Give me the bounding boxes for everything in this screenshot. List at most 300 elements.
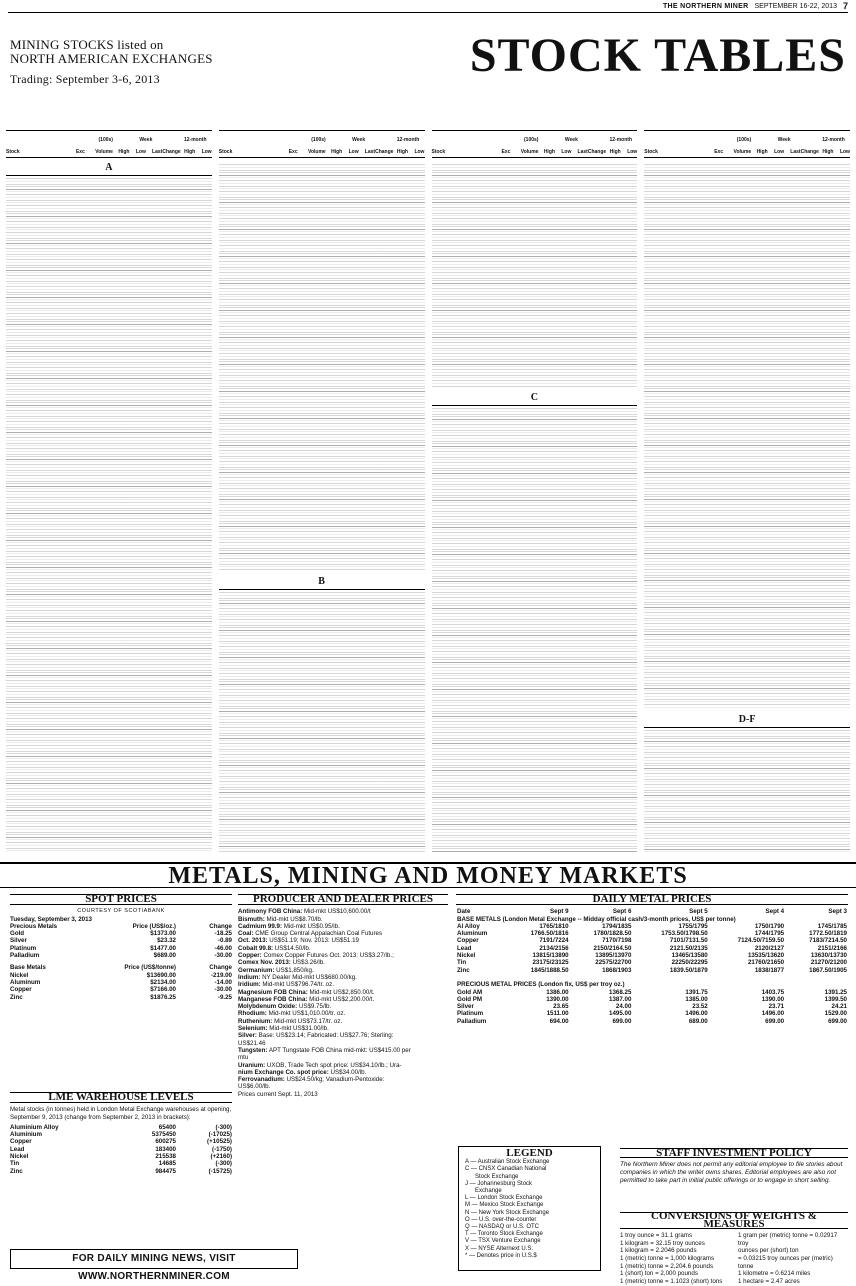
table-cell: Aluminum	[457, 930, 488, 938]
table-cell: 7183/7214.50	[809, 937, 847, 945]
list-item	[238, 1003, 448, 1010]
commodity-price: NY Dealer Mid-mkt US$680.00/kg.	[260, 973, 357, 981]
list-item	[238, 996, 448, 1003]
table-cell: 22575/22700	[595, 959, 632, 967]
table-cell: Gold PM	[457, 995, 483, 1003]
metal-change: -9.25	[217, 993, 232, 1001]
legend-item: L — London Stock Exchange	[465, 1195, 543, 1202]
table-cell: 1753.50/1798.50	[661, 930, 708, 938]
stock-listing-c	[432, 406, 638, 852]
daily-prices-title: DAILY METAL PRICES	[456, 894, 848, 905]
table-cell: 2120/2127	[754, 944, 785, 952]
commodity-name: Bismuth:	[238, 915, 265, 923]
spot-precious-header: Precious Metals Price (US$/oz.) Change	[10, 922, 232, 930]
commodity-price: CME Group Central Appalachian Coal Futures	[253, 930, 383, 938]
table-cell: 13535/13620	[747, 952, 785, 960]
lme-title: LME WAREHOUSE LEVELS	[10, 1092, 232, 1103]
table-cell: 1755/1795	[678, 922, 708, 930]
metal-stock: 14685	[158, 1160, 176, 1168]
commodity-price: Mid-mkt US$10,600.00/t	[302, 908, 371, 916]
commodity-name: Manganese FOB China:	[238, 995, 308, 1003]
list-item	[238, 1025, 448, 1032]
list-item	[238, 989, 448, 996]
metal-change: -30.00	[214, 986, 232, 994]
metal-price: $689.00	[153, 952, 176, 960]
section-letter-a: A	[6, 160, 212, 176]
legend-box	[458, 1146, 601, 1271]
table-cell: 23.52	[692, 1003, 708, 1011]
table-cell: 1495.00	[609, 1010, 632, 1018]
metal-change: -14.00	[214, 978, 232, 986]
commodity-price: US$34.00/lb.	[328, 1068, 367, 1076]
table-row	[456, 1003, 848, 1010]
stock-listing-c-cont	[644, 162, 850, 710]
list-item	[238, 981, 448, 988]
commodity-name: Copper:	[238, 952, 262, 960]
daily-prices-table	[456, 908, 848, 1025]
table-cell: Sept 6	[612, 908, 632, 916]
list-item	[10, 1138, 232, 1145]
table-column-2	[219, 130, 425, 855]
table-row	[456, 1010, 848, 1017]
metal-stock: 215538	[155, 1153, 176, 1161]
commodity-name: Rhodium:	[238, 1010, 267, 1018]
list-item	[238, 1062, 448, 1069]
legend-item: Stock Exchange	[465, 1173, 519, 1180]
list-item	[10, 930, 232, 937]
spacer-row	[456, 974, 848, 981]
table-cell: 1780/1828.50	[593, 930, 632, 938]
list-item	[10, 986, 232, 993]
page-number: 7	[842, 1, 848, 11]
stock-listing-a-cont	[219, 162, 425, 572]
metal-change: -219.00	[211, 971, 232, 979]
metal-name: Lead	[10, 1145, 25, 1153]
table-cell: 699.00	[612, 1017, 632, 1025]
list-item	[10, 1168, 232, 1175]
stock-listing-b	[219, 590, 425, 852]
producer-prices-box	[238, 894, 448, 1098]
legend-list	[465, 1159, 594, 1260]
table-cell: Sept 9	[550, 908, 569, 916]
table-cell: 13895/13970	[595, 952, 632, 960]
table-cell: 2151/2166	[817, 944, 847, 952]
section-letter-b: B	[219, 574, 425, 590]
conversion-item: 1 kilometre = 0.6214 miles	[738, 1270, 811, 1278]
page-title: STOCK TABLES	[469, 29, 846, 82]
commodity-name: Cadmium 99.9:	[238, 922, 283, 930]
base-note: BASE METALS (London Metal Exchange -- Midday official cash/3-month prices, US$ per tonne)	[457, 915, 736, 923]
metal-name: Gold	[10, 930, 25, 938]
table-cell: Silver	[457, 1003, 474, 1011]
table-cell: 1772.50/1819	[809, 930, 847, 938]
table-cell: 1745/1785	[817, 922, 847, 930]
commodity-name: Uranium:	[238, 1061, 266, 1069]
legend-item: J — Johannesburg Stock	[465, 1180, 533, 1187]
table-cell: 1794/1835	[602, 922, 632, 930]
commodity-price: Mid-mkt US$2,200.00/t.	[307, 995, 375, 1003]
list-item: US$6.00/lb.	[238, 1083, 271, 1091]
metal-stock-change: (+10525)	[207, 1138, 232, 1146]
table-cell: 13630/13730	[810, 952, 847, 960]
list-item	[238, 959, 448, 966]
commodity-name: Germanium:	[238, 966, 275, 974]
conversion-item: 1 gram per (metric) tonne = 0.02917 troy	[738, 1232, 838, 1247]
list-item	[238, 1010, 448, 1017]
commodity-price: Mid-mkt US$796.74/tr. oz.	[260, 981, 334, 989]
table-cell: Palladium	[457, 1017, 487, 1025]
publication-name: THE NORTHERN MINER	[662, 2, 749, 10]
conversion-item: 1 (metric) tonne = 2,204.6 pounds	[620, 1262, 714, 1270]
legend-item: T — Toronto Stock Exchange	[465, 1231, 543, 1238]
spot-prices-title: SPOT PRICES	[10, 894, 232, 905]
conversion-item: 1 hectare = 2.47 acres	[738, 1277, 800, 1285]
metal-name: Copper	[10, 1138, 32, 1146]
legend-item: Exchange	[465, 1188, 502, 1195]
legend-item: V — TSX Venture Exchange	[465, 1238, 541, 1245]
commodity-name: Selenium:	[238, 1025, 268, 1033]
table-row	[456, 916, 848, 923]
table-cell: 13465/13580	[671, 952, 708, 960]
spot-precious-list	[10, 930, 232, 959]
trading-dates: Trading: September 3-6, 2013	[10, 72, 160, 86]
list-item	[238, 937, 448, 944]
stock-tables	[6, 130, 850, 855]
metal-price: $1373.00	[150, 930, 176, 938]
legend-item: C — CNSX Canadian National	[465, 1166, 547, 1173]
metal-name: Aluminium Alloy	[10, 1123, 59, 1131]
stock-listing-a	[6, 176, 212, 852]
table-column-3	[432, 130, 638, 855]
list-item	[238, 952, 448, 959]
metal-stock: 984475	[155, 1167, 176, 1175]
list-item	[238, 1018, 448, 1025]
table-cell: 7101/7131.50	[669, 937, 708, 945]
spot-base-list	[10, 972, 232, 1001]
staff-policy-title: STAFF INVESTMENT POLICY	[620, 1148, 848, 1158]
commodity-price: Base: US$23.14; Fabricated: US$27.76; Sterling:	[256, 1032, 394, 1040]
table-cell: 1744/1795	[754, 930, 785, 938]
column-header: (100s) Week 12-month Stock Exc Volume High Low Last Change High Low	[219, 130, 425, 158]
daily-prices-box	[456, 894, 848, 1025]
list-item	[238, 1047, 448, 1054]
commodity-name: nium Exchange Co. spot price:	[238, 1068, 329, 1076]
legend-item: M — Mexico Stock Exchange	[465, 1202, 544, 1209]
table-cell: 1845/1888.50	[530, 966, 569, 974]
table-cell: 689.00	[688, 1017, 708, 1025]
metal-stock-change: (-300)	[215, 1123, 232, 1131]
table-cell: 1387.00	[609, 995, 632, 1003]
metal-change: -18.25	[214, 930, 232, 938]
table-column-4	[644, 130, 850, 855]
table-cell: 1399.50	[824, 995, 847, 1003]
table-row	[456, 967, 848, 974]
list-item	[10, 979, 232, 986]
table-cell: Nickel	[457, 952, 476, 960]
table-cell: 2134/2156	[539, 944, 569, 952]
precious-note: PRECIOUS METAL PRICES (London fix, US$ per troy oz.)	[457, 981, 625, 989]
table-cell: Date	[457, 908, 471, 916]
spot-courtesy: COURTESY OF SCOTIABANK	[77, 908, 165, 915]
table-cell: 1511.00	[546, 1010, 569, 1018]
table-row	[456, 945, 848, 952]
markets-title: METALS, MINING AND MONEY MARKETS	[0, 862, 856, 888]
list-item	[238, 908, 448, 915]
table-cell: 24.21	[831, 1003, 847, 1011]
legend-item: Q — NASDAQ or U.S. OTC	[465, 1224, 540, 1231]
commodity-name: Antimony FOB China:	[238, 908, 303, 916]
stock-listing-b-cont	[432, 162, 638, 388]
commodity-price: US$1,850/kg.	[274, 966, 314, 974]
conversion-item: 1 troy ounce = 31.1 grams	[620, 1232, 693, 1240]
list-item	[238, 916, 448, 923]
conversion-item: 1 (metric) tonne = 1,000 kilograms	[620, 1254, 715, 1262]
table-cell: Tin	[457, 959, 467, 967]
metal-change: -30.00	[214, 952, 232, 960]
table-cell: Sept 4	[765, 908, 785, 916]
table-cell: 13815/13890	[532, 952, 569, 960]
metal-name: Nickel	[10, 971, 29, 979]
commodity-name: Coal:	[238, 930, 254, 938]
table-cell: 1390.00	[761, 995, 785, 1003]
table-row	[456, 996, 848, 1003]
spot-prices-box	[10, 894, 232, 1001]
table-cell: 1403.75	[761, 988, 785, 996]
table-row	[456, 923, 848, 930]
commodity-name: Tungsten:	[238, 1046, 268, 1054]
metal-name: Tin	[10, 1160, 20, 1168]
table-cell: 7191/7224	[539, 937, 569, 945]
legend-item: * — Denotes price in U.S.$	[465, 1252, 537, 1259]
lme-box	[10, 1092, 232, 1175]
subtitle-line1: MINING STOCKS listed on	[10, 37, 164, 52]
lme-note: Metal stocks (in tonnes) held in London Metal Exchange warehouses at opening, September 9, 2013 (change from September 2, 2013 in brackets):	[10, 1106, 232, 1121]
commodity-price: US$3.26/lb.	[290, 959, 325, 967]
metal-name: Copper	[10, 986, 32, 994]
metal-price: $7166.00	[150, 986, 176, 994]
legend-item: X — NYSE Alternext U.S.	[465, 1245, 534, 1252]
list-item	[238, 1032, 448, 1039]
commodity-name: Molybdenum Oxide:	[238, 1003, 298, 1011]
commodity-name: Magnesium FOB China:	[238, 988, 308, 996]
section-subtitle	[10, 38, 213, 86]
metal-name: Silver	[10, 937, 27, 945]
metal-name: Platinum	[10, 944, 37, 952]
conversion-item: tonne	[738, 1262, 754, 1270]
commodity-name: Silver:	[238, 1032, 257, 1040]
table-cell: 1496.00	[761, 1010, 785, 1018]
commodity-price: US$9.75/lb.	[297, 1003, 332, 1011]
commodity-price: Mid-mkt US$8.70/lb.	[264, 915, 323, 923]
list-item	[238, 923, 448, 930]
conversion-item: = 0.03215 troy ounces per (metric)	[738, 1254, 833, 1262]
conversion-item: ounces per (short) ton	[738, 1247, 799, 1255]
list-item	[10, 1160, 232, 1167]
conversions-left	[620, 1232, 730, 1285]
column-header: (100s) Week 12-month Stock Exc Volume High Low Last Change High Low	[6, 130, 212, 158]
table-cell: Lead	[457, 944, 472, 952]
spot-date: Tuesday, September 3, 2013	[10, 915, 92, 923]
table-cell: 1529.00	[824, 1010, 847, 1018]
stock-listing-df	[644, 728, 850, 852]
table-cell: Platinum	[457, 1010, 484, 1018]
spot-base-header: Base Metals Price (US$/tonne) Change	[10, 964, 232, 972]
table-row	[456, 959, 848, 966]
list-item	[10, 1146, 232, 1153]
table-row	[456, 1018, 848, 1025]
metal-stock-change: (-15725)	[208, 1167, 232, 1175]
metal-stock-change: (-300)	[215, 1160, 232, 1168]
table-cell: 699.00	[828, 1017, 847, 1025]
list-item	[10, 972, 232, 979]
list-item: Prices current Sept. 11, 2013	[238, 1090, 318, 1098]
conversions-title: CONVERSIONS OF WEIGHTS & MEASURES	[620, 1212, 848, 1229]
list-item	[10, 945, 232, 952]
conversion-item: 1 kilogram = 2.2046 pounds	[620, 1247, 697, 1255]
metal-change: -46.00	[214, 944, 232, 952]
metal-name: Nickel	[10, 1153, 29, 1161]
commodity-name: Comex Nov. 2013:	[238, 959, 291, 967]
table-cell: 1385.00	[685, 995, 708, 1003]
table-cell: Sept 5	[689, 908, 708, 916]
list-item	[10, 952, 232, 959]
table-cell: 1391.25	[824, 988, 847, 996]
conversions-right	[738, 1232, 848, 1285]
commodity-name: Indium:	[238, 973, 261, 981]
metal-name: Zinc	[10, 993, 23, 1001]
table-cell: Gold AM	[457, 988, 483, 996]
table-cell: 7124.50/7159.50	[737, 937, 785, 945]
spacer	[456, 974, 848, 981]
table-cell: 1766.50/1816	[530, 930, 569, 938]
metal-price: $1876.25	[150, 993, 176, 1001]
table-header-row	[456, 908, 848, 915]
commodity-price: Comex Copper Futures Oct. 2013: US$3.27/lb.;	[261, 952, 394, 960]
table-row	[456, 930, 848, 937]
list-item	[10, 994, 232, 1001]
table-row	[456, 981, 848, 988]
table-cell: Sept 3	[828, 908, 847, 916]
commodity-name: Iridium:	[238, 981, 261, 989]
metal-stock: 183400	[155, 1145, 176, 1153]
table-cell: 1368.25	[609, 988, 632, 996]
commodity-price: UXOB, Trade Tech spot price: US$34.10/lb.; Ura-	[265, 1061, 402, 1069]
table-cell: 694.00	[549, 1017, 569, 1025]
commodity-name: Oct. 2013:	[238, 937, 268, 945]
metal-price: $1477.00	[150, 944, 176, 952]
metal-stock-change: (+2160)	[210, 1153, 232, 1161]
metal-name: Aluminum	[10, 978, 41, 986]
table-cell: 1765/1810	[539, 922, 569, 930]
table-cell: Al Alloy	[457, 922, 480, 930]
table-cell: 1839.50/1879	[669, 966, 708, 974]
table-row	[456, 989, 848, 996]
producer-list	[238, 908, 448, 1098]
table-cell: 24.00	[615, 1003, 632, 1011]
metal-price: $2134.00	[150, 978, 176, 986]
commodity-price: Mid-mkt US$1,010.00/tr. oz.	[266, 1010, 346, 1018]
list-item	[10, 1124, 232, 1131]
table-row	[456, 952, 848, 959]
table-cell: 1391.75	[685, 988, 708, 996]
table-cell: 23175/23125	[532, 959, 569, 967]
table-cell: 2150/2164.50	[593, 944, 632, 952]
legend-item: A — Australian Stock Exchange	[465, 1159, 550, 1166]
legend-item: N — New York Stock Exchange	[465, 1209, 550, 1216]
commodity-price: Mid-mkt US$73.17/tr. oz.	[272, 1017, 343, 1025]
table-cell: Zinc	[457, 966, 470, 974]
metal-name: Zinc	[10, 1167, 23, 1175]
metal-stock: 65400	[158, 1123, 176, 1131]
commodity-name: Cobalt 99.8:	[238, 944, 274, 952]
metal-change: -0.89	[217, 937, 232, 945]
metal-stock-change: (-1750)	[212, 1145, 232, 1153]
staff-policy-box	[620, 1148, 848, 1185]
section-letter-df: D-F	[644, 712, 850, 728]
news-footer-link[interactable]: FOR DAILY MINING NEWS, VISIT WWW.NORTHERNMINER.COM	[10, 1249, 298, 1269]
conversion-item: 1 kilogram = 32.15 troy ounces	[620, 1239, 705, 1247]
table-cell: 1867.50/1905	[809, 966, 847, 974]
table-cell: 21760/21650	[747, 959, 785, 967]
list-item	[10, 1131, 232, 1138]
metal-price: $13690.00	[146, 971, 176, 979]
issue-dates: SEPTEMBER 16-22, 2013	[754, 2, 837, 10]
commodity-price: US$51.19; Nov. 2013: US$51.19	[267, 937, 359, 945]
list-item	[10, 1153, 232, 1160]
table-cell: 2121.50/2135	[669, 944, 708, 952]
table-cell: Copper	[457, 937, 479, 945]
table-cell: 699.00	[765, 1017, 785, 1025]
conversion-item: 1 (short) ton = 2,000 pounds	[620, 1270, 698, 1278]
page-header	[8, 0, 848, 13]
metal-name: Palladium	[10, 952, 40, 960]
list-item	[238, 974, 448, 981]
table-cell: 1386.00	[546, 988, 569, 996]
table-cell: 23.65	[553, 1003, 569, 1011]
column-header: (100s) Week 12-month Stock Exc Volume High Low Last Change High Low	[644, 130, 850, 158]
legend-item: O — U.S. over-the-counter	[465, 1216, 537, 1223]
conversion-item: 1 (metric) tonne = 1.1023 (short) tons	[620, 1277, 723, 1285]
list-item	[238, 945, 448, 952]
commodity-name: Ferrovanadium:	[238, 1076, 285, 1084]
table-cell: 1838/1877	[754, 966, 785, 974]
table-cell: 1868/1903	[602, 966, 632, 974]
commodity-name: Ruthenium:	[238, 1017, 273, 1025]
column-header: (100s) Week 12-month Stock Exc Volume High Low Last Change High Low	[432, 130, 638, 158]
section-letter-c: C	[432, 390, 638, 406]
table-cell: 7170/7198	[602, 937, 632, 945]
metal-price: $23.32	[157, 937, 176, 945]
table-row	[456, 937, 848, 944]
list-item	[238, 1076, 448, 1083]
metal-stock: 600275	[155, 1138, 176, 1146]
table-cell: 21270/21200	[810, 959, 847, 967]
table-cell: 1750/1790	[754, 922, 785, 930]
commodity-price: US$24.50/kg; Vanadium-Pentoxide:	[284, 1076, 385, 1084]
list-item	[238, 1069, 448, 1076]
staff-policy-text: The Northern Miner does not permit any editorial employee to file stories about companies in which the writer owns shares. Editorial employees are also not permitted to take part in initial public offerings or to engage in short selling.	[620, 1161, 843, 1184]
table-cell: 1496.00	[685, 1010, 708, 1018]
producer-prices-title: PRODUCER AND DEALER PRICES	[238, 894, 448, 905]
metal-name: Aluminium	[10, 1131, 42, 1139]
list-item	[238, 967, 448, 974]
conversions-box	[620, 1212, 848, 1285]
commodity-price: Mid-mkt US$31.00/lb.	[267, 1025, 329, 1033]
list-item	[238, 930, 448, 937]
table-cell: 23.71	[768, 1003, 785, 1011]
table-cell: 22250/22295	[671, 959, 708, 967]
list-item	[10, 937, 232, 944]
